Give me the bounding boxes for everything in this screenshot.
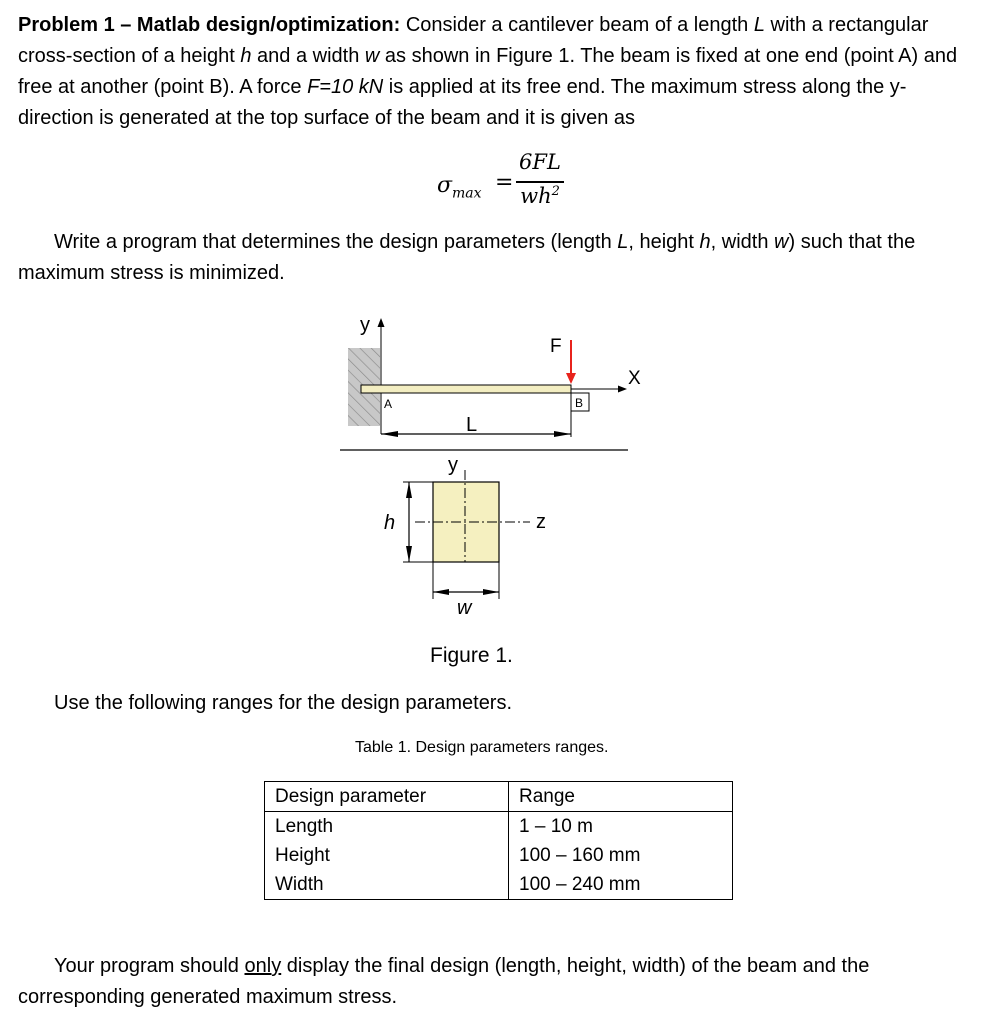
point-a-label: A [384, 397, 393, 411]
point-b-label: B [575, 396, 584, 410]
axis-y-label: y [360, 314, 370, 336]
equation-denominator: wh [520, 184, 552, 208]
figure-caption: Figure 1. [430, 644, 513, 667]
table-cell: Height [265, 841, 509, 870]
table-row [265, 841, 733, 870]
section-y-label: y [448, 454, 458, 476]
section-z-label: z [536, 511, 546, 533]
axis-x-label: X [628, 368, 641, 389]
underlined-only: only [244, 955, 282, 977]
output-requirement: Your program should only display the final design (length, height, width) of the beam and the corresponding generated maximum stress. [18, 955, 870, 1008]
table-header-cell: Design parameter [265, 782, 509, 812]
height-arrow-bottom [406, 546, 412, 562]
problem-heading: Problem 1 – Matlab design/optimization: [18, 14, 401, 36]
ranges-intro: Use the following ranges for the design parameters. [54, 692, 513, 714]
problem-statement: Problem 1 – Matlab design/optimization: Consider a cantilever beam of a length L with a rectangular cross-section of a height h and a width w as shown in Figure 1. The beam is fixed at one end (point A) and free at another (point B). A force F=10 kN is applied at its free end. The maximum stress along the y-direction is generated at the top surface of the beam and it is given as [18, 14, 958, 129]
equation-equals: = [495, 170, 514, 195]
task-statement: Write a program that determines the design parameters (length L, height h, width w) such that the maximum stress is minimized. [18, 231, 916, 284]
length-arrow-right [554, 431, 571, 437]
length-label: L [466, 414, 478, 436]
width-arrow-right [483, 589, 499, 595]
table-cell: 100 – 240 mm [509, 870, 733, 900]
table-cell: Length [265, 812, 509, 842]
width-arrow-left [433, 589, 449, 595]
y-axis-arrow [378, 318, 385, 327]
table-cell: Width [265, 870, 509, 900]
equation-sigma: σ [437, 173, 453, 198]
table-caption: Table 1. Design parameters ranges. [355, 739, 609, 756]
table-row [265, 812, 733, 842]
x-axis-arrow [618, 386, 627, 393]
table-header-row [265, 782, 733, 812]
table-cell: 1 – 10 m [509, 812, 733, 842]
force-arrow-head [566, 373, 576, 384]
length-arrow-left [381, 431, 398, 437]
design-parameters-table [264, 781, 733, 900]
width-label: w [457, 597, 472, 619]
equation-subscript: max [452, 185, 482, 202]
table-row [265, 870, 733, 900]
equation-exponent: 2 [551, 184, 560, 199]
table-cell: 100 – 160 mm [509, 841, 733, 870]
table-header-cell: Range [509, 782, 733, 812]
equation-numerator: 6FL [519, 150, 561, 174]
force-label: F [550, 336, 562, 357]
height-arrow-top [406, 482, 412, 498]
height-label: h [384, 512, 396, 534]
beam [361, 385, 571, 393]
